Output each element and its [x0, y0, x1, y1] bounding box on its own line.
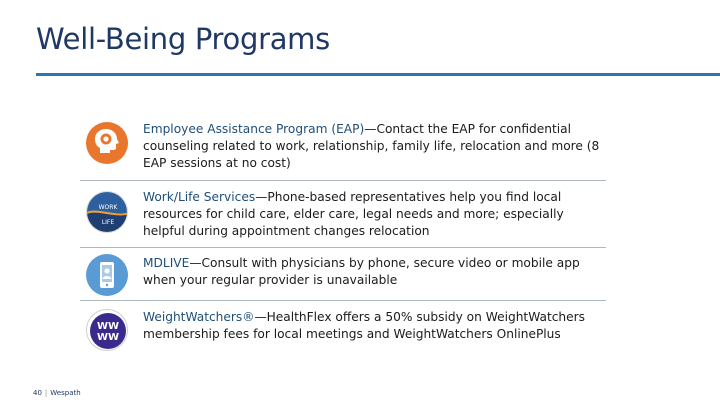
- work-life-icon-top: WORK: [98, 204, 118, 211]
- page-number: 40: [33, 389, 42, 397]
- weightwatchers-logo-icon: [86, 309, 128, 351]
- footer-brand: Wespath: [50, 389, 81, 397]
- program-description-weightwatchers: HealthFlex offers a 50% subsidy on WeightWatchers membership fees for local meetings and WeightWatchers OnlinePlus: [143, 310, 586, 341]
- mdlive-phone-icon: [86, 254, 128, 296]
- eap-head-icon: [86, 122, 128, 164]
- program-description-eap: Contact the EAP for confidential counseling related to work, relationship, family life, relocation and more (8 EAP sessions at no cost): [143, 122, 600, 170]
- program-row-eap: [80, 112, 606, 181]
- program-text-mdlive: [143, 255, 606, 289]
- em-dash: —: [255, 190, 268, 204]
- em-dash: —: [364, 122, 377, 136]
- em-dash: —: [189, 256, 202, 270]
- program-list: [80, 112, 606, 357]
- program-name-eap: Employee Assistance Program (EAP): [143, 122, 365, 136]
- program-text-weightwatchers: [143, 309, 606, 343]
- program-row-mdlive: [80, 248, 606, 301]
- page-footer: [33, 389, 81, 397]
- program-row-work-life: [80, 181, 606, 248]
- program-row-weightwatchers: [80, 301, 606, 357]
- work-life-icon: [86, 191, 128, 233]
- program-description-work-life: Phone-based representatives help you find local resources for child care, elder care, legal needs and more; especially helpful during appointment changes relocation: [143, 190, 564, 238]
- program-text-work-life: [143, 189, 606, 240]
- program-name-mdlive: MDLIVE: [143, 256, 190, 270]
- program-name-work-life: Work/Life Services: [143, 190, 256, 204]
- title-underline: [36, 73, 720, 76]
- program-description-mdlive: Consult with physicians by phone, secure video or mobile app when your regular provider is unavailable: [143, 256, 580, 287]
- weightwatchers-logo-text-bottom: WW: [96, 332, 120, 343]
- work-life-icon-bottom: LIFE: [101, 219, 115, 226]
- footer-divider: |: [44, 389, 48, 397]
- page-title: Well-Being Programs: [36, 22, 330, 56]
- weightwatchers-logo-text-top: WW: [96, 321, 120, 332]
- program-text-eap: [143, 121, 606, 172]
- em-dash: —: [254, 310, 267, 324]
- program-name-weightwatchers: WeightWatchers®: [143, 310, 255, 324]
